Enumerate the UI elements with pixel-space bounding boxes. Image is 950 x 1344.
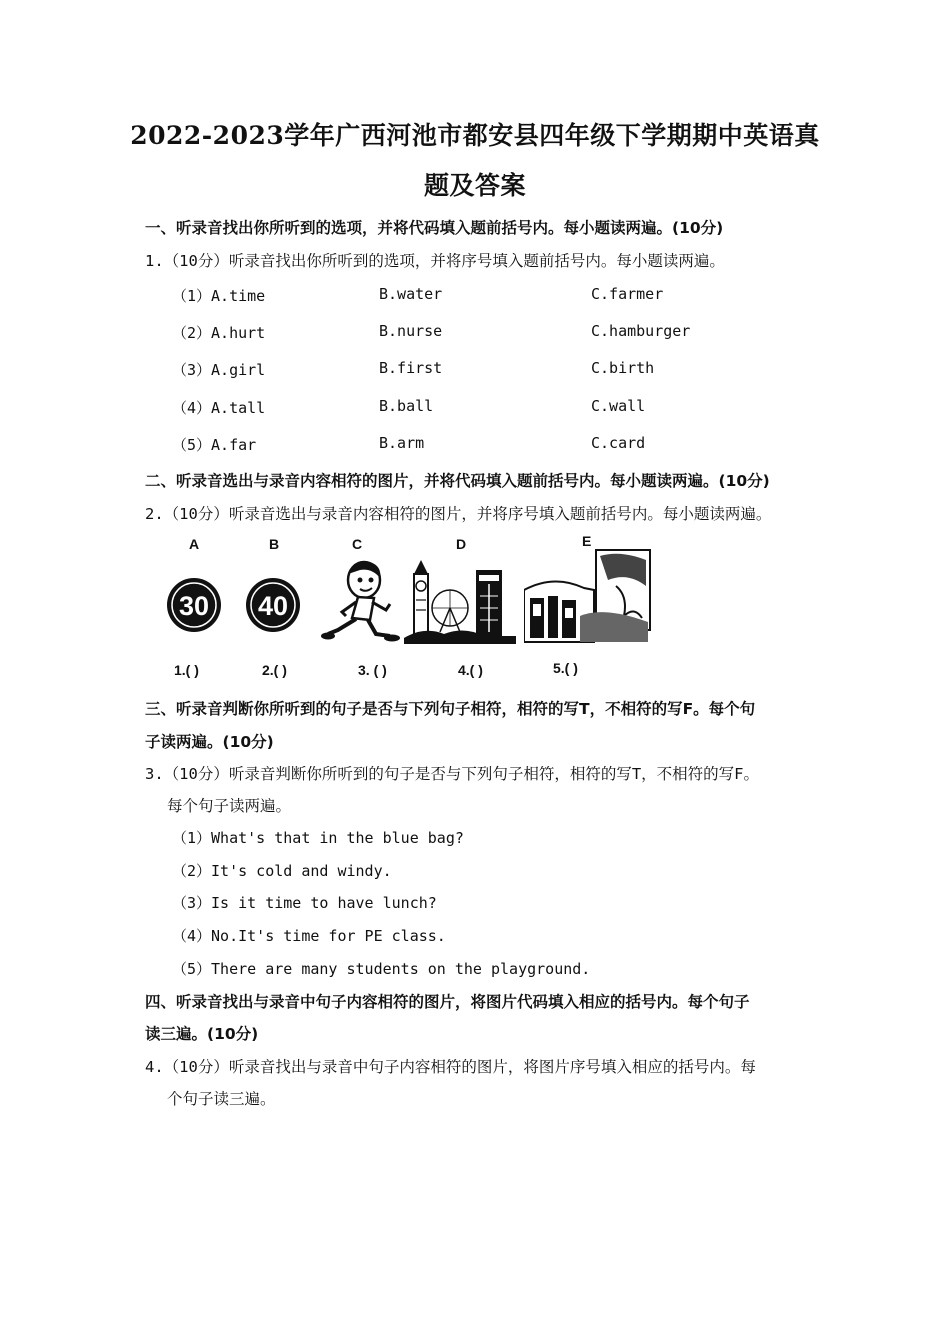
sentence-item-1: （1）What's that in the blue bag? xyxy=(172,829,464,847)
sentence-item-4: （4）No.It's time for PE class. xyxy=(172,927,446,945)
option-row2-c: C.hamburger xyxy=(591,322,691,340)
option-row1-b: B.water xyxy=(379,285,443,303)
picture-label-e: E xyxy=(582,533,592,549)
question2-text: 2.（10分）听录音选出与录音内容相符的图片，并将序号填入题前括号内。每小题读两遍。 xyxy=(145,505,772,523)
sentence-item-2: （2）It's cold and windy. xyxy=(172,862,392,880)
option-row3-b: B.first xyxy=(379,359,443,377)
option-row1-c: C.farmer xyxy=(591,285,664,303)
question4-text-line2: 个句子读三遍。 xyxy=(167,1090,276,1108)
option-row4-b: B.ball xyxy=(379,397,434,415)
section2-heading: 二、听录音选出与录音内容相符的图片，并将代码填入题前括号内。每小题读两遍。(10分) xyxy=(145,472,770,490)
section3-heading-line2: 子读两遍。(10分) xyxy=(145,733,274,751)
option-row3-c: C.birth xyxy=(591,359,655,377)
question3-text-line2: 每个句子读两遍。 xyxy=(167,797,292,815)
question1-text: 1.（10分）听录音找出你所听到的选项，并将序号填入题前括号内。每小题读两遍。 xyxy=(145,252,725,270)
section4-heading-line1: 四、听录音找出与录音中句子内容相符的图片，将图片代码填入相应的括号内。每个句子 xyxy=(145,993,750,1011)
option-row5-a: （5）A.far xyxy=(172,436,257,454)
question3-text-line1: 3.（10分）听录音判断你所听到的句子是否与下列句子相符，相符的写T，不相符的写F。 xyxy=(145,765,759,783)
option-row2-a: （2）A.hurt xyxy=(172,324,266,342)
section3-heading-line1: 三、听录音判断你所听到的句子是否与下列句子相符，相符的写T，不相符的写F。每个句 xyxy=(145,700,756,718)
sentence-item-3: （3）Is it time to have lunch? xyxy=(172,894,437,912)
option-row4-c: C.wall xyxy=(591,397,646,415)
question4-text-line1: 4.（10分）听录音找出与录音中句子内容相符的图片，将图片序号填入相应的括号内。每 xyxy=(145,1058,756,1076)
section1-heading: 一、听录音找出你所听到的选项，并将代码填入题前括号内。每小题读两遍。(10分) xyxy=(145,219,724,237)
picture-blank-5: 5.( ) xyxy=(553,660,578,676)
sign-40-text: 40 xyxy=(257,591,289,621)
speed-40-sign-image xyxy=(245,577,301,633)
picture-label-c: C xyxy=(352,536,363,552)
option-row3-a: （3）A.girl xyxy=(172,361,266,379)
option-row5-b: B.arm xyxy=(379,434,425,452)
speed-30-sign-image xyxy=(166,577,222,633)
picture-blank-3: 3. ( ) xyxy=(358,662,387,678)
picture-label-b: B xyxy=(269,536,280,552)
page-title-line1: 2022-2023学年广西河池市都安县四年级下学期期中英语真 xyxy=(130,121,820,150)
landscape-image xyxy=(524,546,652,646)
sentence-item-5: （5）There are many students on the playground. xyxy=(172,960,591,978)
running-boy-image xyxy=(320,556,402,646)
picture-blank-2: 2.( ) xyxy=(262,662,287,678)
option-row2-b: B.nurse xyxy=(379,322,443,340)
page-title-line2: 题及答案 xyxy=(423,171,526,200)
picture-label-a: A xyxy=(189,536,200,552)
section4-heading-line2: 读三遍。(10分) xyxy=(145,1025,259,1043)
london-scene-image xyxy=(404,556,516,646)
option-row4-a: （4）A.tall xyxy=(172,399,266,417)
option-row5-c: C.card xyxy=(591,434,646,452)
sign-30-text: 30 xyxy=(178,591,210,621)
picture-blank-1: 1.( ) xyxy=(174,662,199,678)
picture-blank-4: 4.( ) xyxy=(458,662,483,678)
picture-label-d: D xyxy=(456,536,467,552)
option-row1-a: （1）A.time xyxy=(172,287,266,305)
